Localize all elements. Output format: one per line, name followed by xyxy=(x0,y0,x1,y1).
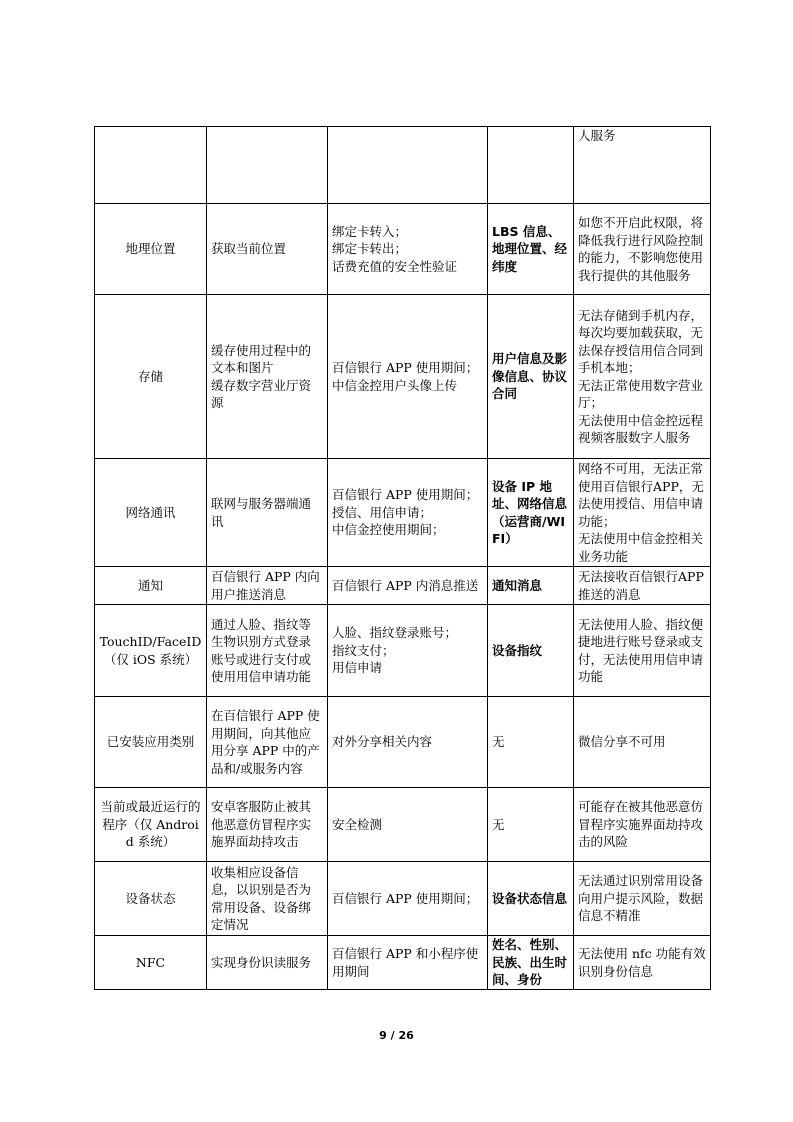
impact-cell: 人服务 xyxy=(574,127,711,204)
permission-name-cell: NFC xyxy=(95,936,207,990)
impact-cell xyxy=(574,295,711,459)
table-row xyxy=(95,459,711,567)
info-type-cell: LBS 信息、地理位置、经纬度 xyxy=(488,204,574,295)
scenario-cell xyxy=(328,936,488,990)
table-row xyxy=(95,127,711,204)
scenario-line: 百信银行 APP 使用期间； xyxy=(332,890,479,906)
permission-name-cell: 已安装应用类别 xyxy=(95,697,207,788)
impact-cell xyxy=(574,459,711,567)
cell-line: 无法使用中信金控远程视频客服数字人服务 xyxy=(578,412,704,445)
cell-line: 缓存数字营业厅资源 xyxy=(211,377,312,410)
info-type-cell: 无 xyxy=(488,697,574,788)
cell-line: 无法使用中信金控相关业务功能 xyxy=(578,531,704,564)
info-type-cell: 通知消息 xyxy=(488,567,574,605)
purpose-cell: 获取当前位置 xyxy=(207,204,328,295)
scenario-line: 百信银行 APP 内消息推送 xyxy=(332,577,479,593)
impact-cell: 微信分享不可用 xyxy=(574,697,711,788)
purpose-cell: 通过人脸、指纹等生物识别方式登录账号或进行支付或使用用信申请功能 xyxy=(207,605,328,697)
scenario-cell xyxy=(328,127,488,204)
scenario-line: 授信、用信申请； xyxy=(332,504,433,520)
page-number: 9 / 26 xyxy=(379,1029,414,1042)
scenario-line: 指纹支付； xyxy=(332,642,395,658)
info-type-cell: 设备指纹 xyxy=(488,605,574,697)
scenario-cell xyxy=(328,204,488,295)
permission-table xyxy=(94,126,711,990)
scenario-cell xyxy=(328,862,488,936)
permission-name-cell xyxy=(95,127,207,204)
impact-cell: 如您不开启此权限，将降低我行进行风险控制的能力，不影响您使用我行提供的其他服务 xyxy=(574,204,711,295)
permission-name-cell: 当前或最近运行的程序（仅 Android 系统） xyxy=(95,788,207,862)
info-type-cell: 无 xyxy=(488,788,574,862)
scenario-line: 绑定卡转出； xyxy=(332,241,408,257)
permission-name-cell: 通知 xyxy=(95,567,207,605)
purpose-cell: 百信银行 APP 内向用户推送消息 xyxy=(207,567,328,605)
info-type-cell: 姓名、性别、民族、出生时间、身份 xyxy=(488,936,574,990)
info-type-cell: 用户信息及影像信息、协议合同 xyxy=(488,295,574,459)
purpose-cell xyxy=(207,127,328,204)
table-row xyxy=(95,204,711,295)
scenario-line: 中信金控使用期间； xyxy=(332,522,445,538)
purpose-cell: 实现身份识读服务 xyxy=(207,936,328,990)
permission-name-cell: 网络通讯 xyxy=(95,459,207,567)
cell-line: 无法正常使用数字营业厅； xyxy=(578,377,704,410)
scenario-cell xyxy=(328,788,488,862)
table-row xyxy=(95,697,711,788)
purpose-cell: 收集相应设备信息，以识别是否为常用设备、设备绑定情况 xyxy=(207,862,328,936)
scenario-cell xyxy=(328,697,488,788)
table-row xyxy=(95,295,711,459)
purpose-cell: 联网与服务器端通讯 xyxy=(207,459,328,567)
scenario-line: 话费充值的安全性验证 xyxy=(332,258,458,274)
impact-cell: 无法使用人脸、指纹便捷地进行账号登录或支付，无法使用用信申请功能 xyxy=(574,605,711,697)
impact-cell: 无法使用 nfc 功能有效识别身份信息 xyxy=(574,936,711,990)
table-row xyxy=(95,936,711,990)
permission-name-cell: 设备状态 xyxy=(95,862,207,936)
scenario-line: 人脸、指纹登录账号； xyxy=(332,625,458,641)
info-type-cell xyxy=(488,127,574,204)
impact-cell: 无法通过识别常用设备向用户提示风险，数据信息不精准 xyxy=(574,862,711,936)
table-row xyxy=(95,788,711,862)
scenario-cell xyxy=(328,567,488,605)
scenario-cell xyxy=(328,459,488,567)
scenario-line: 对外分享相关内容 xyxy=(332,734,433,750)
scenario-line: 安全检测 xyxy=(332,816,383,832)
scenario-line: 百信银行 APP 和小程序使用期间 xyxy=(332,946,479,979)
scenario-cell xyxy=(328,605,488,697)
purpose-cell: 安卓客服防止被其他恶意仿冒程序实施界面劫持攻击 xyxy=(207,788,328,862)
purpose-cell: 在百信银行 APP 使用期间，向其他应用分享 APP 中的产品和/或服务内容 xyxy=(207,697,328,788)
permission-name-cell: 地理位置 xyxy=(95,204,207,295)
cell-line: 缓存使用过程中的文本和图片 xyxy=(211,342,312,375)
impact-cell: 可能存在被其他恶意仿冒程序实施界面劫持攻击的风险 xyxy=(574,788,711,862)
purpose-cell xyxy=(207,295,328,459)
scenario-line: 绑定卡转入； xyxy=(332,223,408,239)
scenario-line: 百信银行 APP 使用期间； xyxy=(332,487,479,503)
scenario-line: 中信金控用户头像上传 xyxy=(332,377,458,393)
cell-line: 无法存储到手机内存，每次均要加载获取，无法保存授信用信合同到手机本地； xyxy=(578,307,704,375)
permission-name-cell: 存储 xyxy=(95,295,207,459)
impact-cell: 无法接收百信银行APP 推送的消息 xyxy=(574,567,711,605)
scenario-line: 百信银行 APP 使用期间； xyxy=(332,360,479,375)
cell-line: 网络不可用，无法正常使用百信银行APP，无法使用授信、用信申请功能； xyxy=(578,461,704,529)
info-type-cell: 设备 IP 地址、网络信息（运营商/WIFI） xyxy=(488,459,574,567)
info-type-cell: 设备状态信息 xyxy=(488,862,574,936)
scenario-line: 用信申请 xyxy=(332,660,383,676)
permission-name-cell: TouchID/FaceID（仅 iOS 系统） xyxy=(95,605,207,697)
table-row xyxy=(95,605,711,697)
scenario-cell xyxy=(328,295,488,459)
table-row xyxy=(95,862,711,936)
table-row xyxy=(95,567,711,605)
